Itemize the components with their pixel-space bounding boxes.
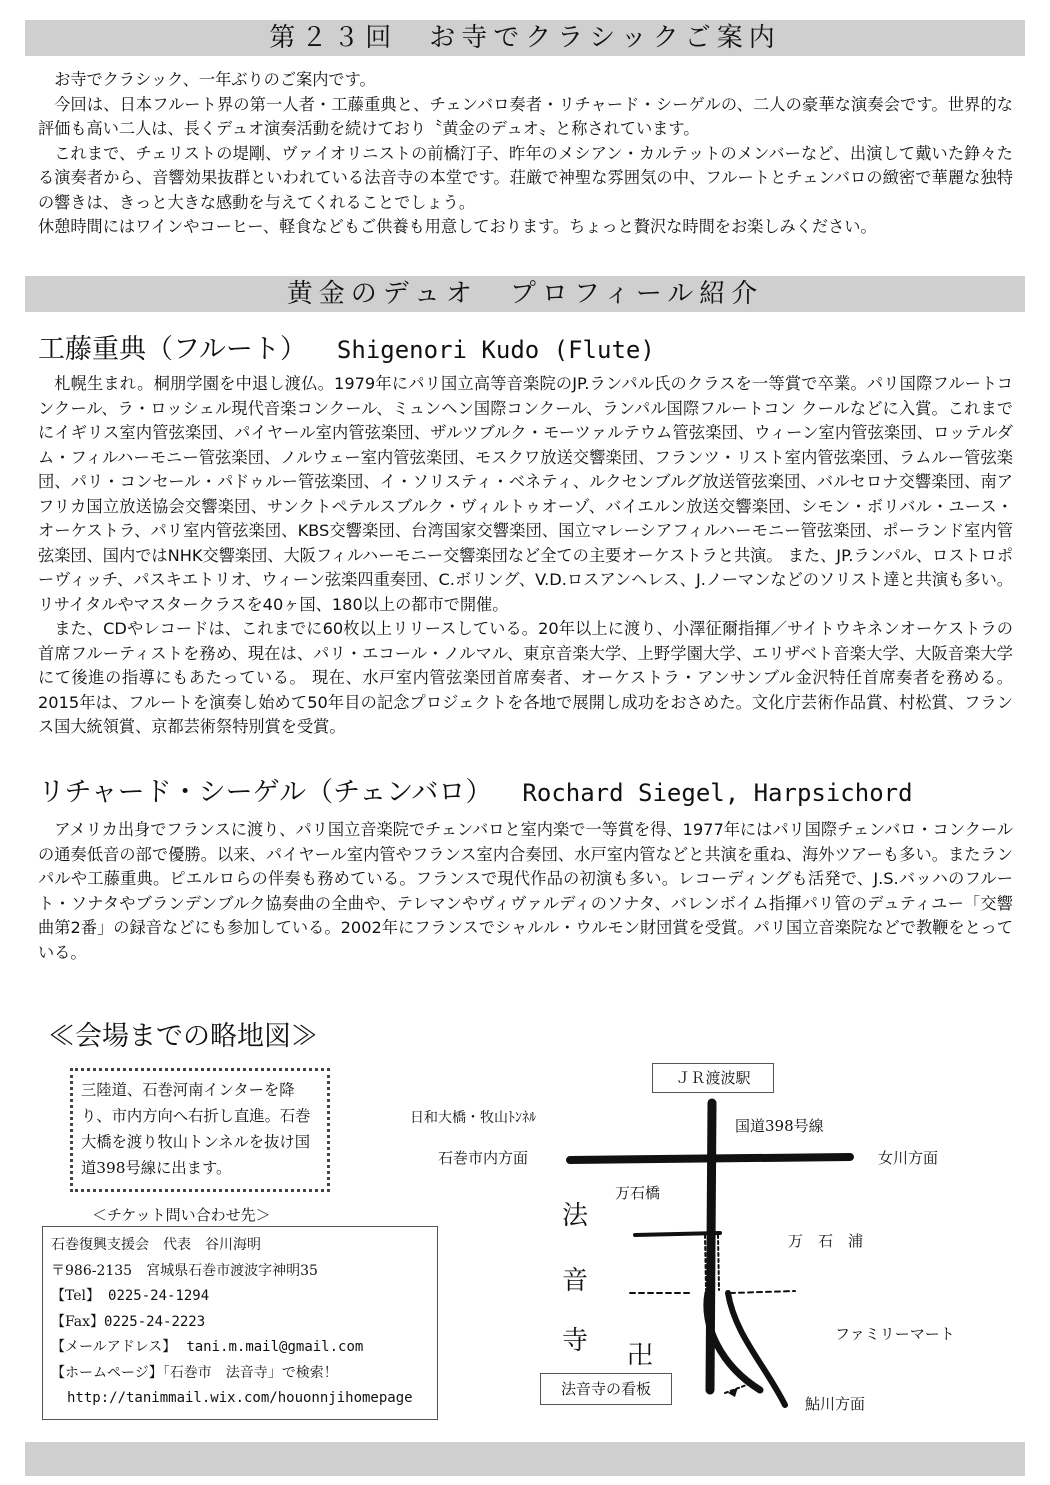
contact-mail-row: [51, 1335, 429, 1361]
signboard-arrow-icon: [728, 1387, 738, 1397]
kudo-name-jp: 工藤重典（フルート）: [38, 334, 307, 365]
kudo-paragraph-1: 札幌生まれ。桐朋学園を中退し渡仏。1979年にパリ国立高等音楽院のJP.ランパル氏のクラスを一等賞で卒業。パリ国際フルートコンクール、ラ・ロッシェル現代音楽コンクール、ミュンヘン国際コンクール、ランパル国際フルートコン クールなどに入賞。これまでにイギリス室内管弦楽団、パイヤール室内管弦楽団、ザルツブルク・モーツァルテウム管弦楽団、ウィーン室内管弦楽団、ロッテルダム・フィルハーモニー管弦楽団、ノルウェー室内管弦楽団、モスクワ放送交響楽団、フランツ・リスト室内管弦楽団、ラムルー管弦楽団、パリ・コンセール・パドゥルー管弦楽団、イ・ソリスティ・ベネティ、ルクセンブルグ放送管弦楽団、バルセロナ交響楽団、南アフリカ国立放送協会交響楽団、サンクトペテルスブルク・ヴィルトゥオーゾ、バイエルン放送交響楽団、シモン・ボリバル・ユース・オーケストラ、パリ室内管弦楽団、KBS交響楽団、台湾国家交響楽団、国立マレーシアフィルハーモニー管弦楽団、ポーランド室内管弦楽団、国内ではNHK交響楽団、大阪フィルハーモニー交響楽団など全ての主要オーケストラと共演。 また、JP.ランパル、ロストロポーヴィッチ、パスキエトリオ、ウィーン弦楽四重奏団、C.ボリング、V.D.ロスアンヘレス、J.ノーマンなどのソリスト達と共演も多い。リサイタルやマスタークラスを40ヶ国、180以上の都市で開催。: [38, 374, 1013, 614]
mangoku-bridge-line: [705, 1235, 706, 1290]
bridge-tunnel-label: 日和大橋・牧山ﾄﾝﾈﾙ: [410, 1110, 536, 1126]
shore-line-right: [730, 1291, 795, 1293]
intro-paragraph-4: 休憩時間にはワインやコーヒー、軽食などもご供養も用意しております。ちょっと贅沢な時間をお楽しみください。: [38, 217, 877, 236]
kudo-paragraph-2: また、CDやレコードは、これまでに60枚以上リリースしている。20年以上に渡り、小澤征爾指揮／サイトウキネンオーケストラの首席フルーティストを務め、現在は、パリ・エコール・ノルマル、東京音楽大学、上野学園大学、エリザベト音楽大学、大阪音楽大学にて後進の指導にもあたっている。 現在、水戸室内管弦楽団首席奏者、オーケストラ・アンサンブル金沢特任首席奏者を務める。2015年は、フルートを演奏し始めて50年目の記念プロジェクトを各地で展開し成功をおさめた。文化庁芸術作品賞、村松賞、フランス国大統領賞、京都芸術祭特別賞を受賞。: [38, 619, 1013, 736]
footer-band: [25, 1442, 1025, 1476]
signboard-path: [725, 1383, 752, 1393]
mangoku-shore-line: [635, 1233, 720, 1235]
onagawa-direction-label: 女川方面: [878, 1149, 939, 1167]
intro-paragraph-2: 今回は、日本フルート界の第一人者・工藤重典と、チェンバロ奏者・リチャード・シーゲルの、二人の豪華な演奏会です。世界的な評価も高い二人は、長くデュオ演奏活動を続けており〝黄金のデュオ〟と称されています。: [38, 94, 1013, 138]
profile-title: 黄金のデュオ プロフィール紹介: [286, 279, 764, 309]
siegel-name-en: Rochard Siegel, Harpsichord: [522, 779, 913, 807]
siegel-bio: [38, 818, 1013, 965]
map-title: ≪会場までの略地図≫: [48, 1021, 318, 1052]
mangoku-bridge-line-2: [718, 1235, 719, 1290]
kudo-bio: [38, 372, 1013, 740]
contact-hp-row: 【ホームページ】「石巻市 法音寺」で検索！: [51, 1364, 338, 1381]
mail-address[interactable]: tani.m.mail@gmail.com: [186, 1339, 364, 1355]
fax-label: 【Fax】: [51, 1313, 105, 1330]
contact-tel-row: [51, 1284, 429, 1310]
signboard-label: 法音寺の看板: [540, 1373, 672, 1405]
ticket-heading: ＜チケット問い合わせ先＞: [92, 1206, 271, 1224]
intro-paragraph-1: お寺でクラシック、一年ぶりのご案内です。: [54, 70, 376, 89]
kudo-heading: [38, 333, 655, 367]
intro-paragraph-3: これまで、チェリストの堤剛、ヴァイオリニストの前橋汀子、昨年のメシアン・カルテットのメンバーなど、出演して戴いた錚々たる演奏者から、音響効果抜群といわれている法音寺の本堂です。荘厳で神聖な雰囲気の中、フルートとチェンバロの緻密で華麗な独特の響きは、きっと大きな感動を与えてくれることでしょう。: [38, 143, 1013, 212]
siegel-paragraph-1: アメリカ出身でフランスに渡り、パリ国立音楽院でチェンバロと室内楽で一等賞を得、1977年にはパリ国際チェンバロ・コンクールの通奏低音の部で優勝。以来、パイヤール室内管やフランス室内合奏団、水戸室内管などと共演を重ね、海外ツアーも多い。またランパルや工藤重典。ピエルロらの伴奏も務めている。フランスで現代作品の初演も多い。レコーディングも活発で、J.S.バッハのフルート・ソナタやブランデンブルク協奏曲の全曲や、テレマンやヴィヴァルディのソナタ、バレンボイム指揮パリ管のデュティユー「交響曲第2番」の録音などにも参加している。2002年にフランスでシャルル・ウルモン財団賞を受賞。パリ国立音楽院などで教鞭をとっている。: [38, 820, 1013, 962]
station-label: ＪＲ渡波駅: [652, 1063, 774, 1093]
route-map: [390, 1055, 1010, 1430]
temple-label-3: 寺: [562, 1326, 589, 1356]
city-direction-label: 石巻市内方面: [438, 1149, 529, 1167]
page-title: 第２３回 お寺でクラシックご案内: [269, 23, 781, 53]
directions-text: 三陸道、石巻河南インターを降り、市内方向へ右折し直進。石巻大橋を渡り牧山トンネルを抜け国道398号線に出ます。: [81, 1081, 311, 1177]
main-road-line: [710, 1103, 712, 1390]
mangoku-ura-label: 万 石 浦: [788, 1232, 864, 1250]
fax-number: 0225-24-2223: [104, 1313, 206, 1330]
contact-address: 〒986-2135 宮城県石巻市渡波字神明35: [51, 1262, 318, 1279]
mangoku-bridge-label: 万石橋: [615, 1184, 661, 1202]
mail-label: 【メールアドレス】: [51, 1339, 177, 1355]
route-label: 国道398号線: [735, 1117, 824, 1135]
family-mart-label: ファミリーマート: [835, 1325, 955, 1343]
kudo-name-en: Shigenori Kudo (Flute): [336, 336, 655, 364]
route-398-line: [570, 1157, 850, 1160]
intro-section: [38, 68, 1013, 240]
temple-label-1: 法: [562, 1201, 589, 1231]
contact-fax-row: [51, 1310, 429, 1336]
contact-org: 石巻復興支援会 代表 谷川海明: [51, 1237, 261, 1253]
profile-band: [25, 276, 1025, 312]
title-band: [25, 20, 1025, 56]
siegel-heading: [38, 776, 913, 810]
manji-icon: 卍: [627, 1341, 654, 1371]
directions-box: [70, 1068, 330, 1192]
siegel-name-jp: リチャード・シーゲル（チェンバロ）: [38, 777, 493, 808]
temple-label-2: 音: [562, 1266, 589, 1296]
tel-number: 0225-24-1294: [108, 1288, 210, 1304]
tel-label: 【Tel】: [51, 1288, 101, 1304]
contact-box: [42, 1226, 438, 1420]
homepage-url[interactable]: http://tanimmail.wix.com/houonnjihomepage: [67, 1390, 413, 1406]
ayukawa-direction-label: 鮎川方面: [805, 1395, 866, 1413]
